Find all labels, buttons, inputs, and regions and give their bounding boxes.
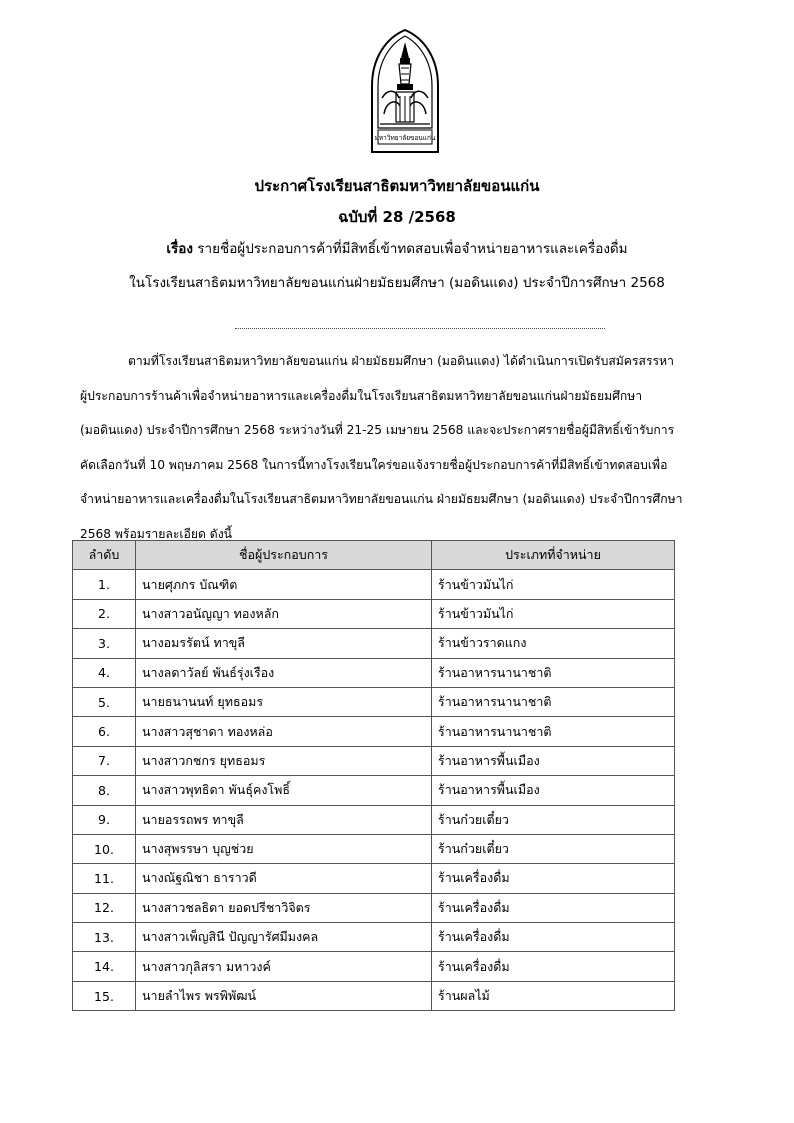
row-number: 9.	[73, 805, 136, 834]
vendor-name: นายธนานนท์ ยุทธอมร	[136, 687, 432, 716]
vendor-name: นางสาวกุลิสรา มหาวงค์	[136, 952, 432, 981]
row-number: 12.	[73, 893, 136, 922]
vendor-name: นางสาวพุทธิดา พันธุ์คงโพธิ์	[136, 776, 432, 805]
paragraph-line: 2568 พร้อมรายละเอียด ดังนี้	[80, 526, 232, 541]
row-number: 1.	[73, 570, 136, 599]
column-header-order: ลำดับ	[73, 541, 136, 570]
column-header-name: ชื่อผู้ประกอบการ	[136, 541, 432, 570]
vendor-type: ร้านเครื่องดื่ม	[432, 952, 675, 981]
vendor-name: นางอมรรัตน์ ทาขุลี	[136, 629, 432, 658]
vendor-name: นางสาวอนัญญา ทองหลัก	[136, 599, 432, 628]
vendor-type: ร้านเครื่องดื่ม	[432, 864, 675, 893]
table-row	[73, 864, 675, 893]
column-header-type: ประเภทที่จำหน่าย	[432, 541, 675, 570]
row-number: 13.	[73, 923, 136, 952]
vendor-type: ร้านก๋วยเตี๋ยว	[432, 805, 675, 834]
table-row	[73, 687, 675, 716]
table-row	[73, 893, 675, 922]
row-number: 15.	[73, 981, 136, 1010]
vendor-name: นางสาวเพ็ญสินี ปัญญารัศมีมงคล	[136, 923, 432, 952]
row-number: 10.	[73, 834, 136, 863]
body-paragraph	[80, 344, 726, 551]
table-row	[73, 746, 675, 775]
row-number: 4.	[73, 658, 136, 687]
vendor-type: ร้านข้าวมันไก่	[432, 570, 675, 599]
vendor-type: ร้านอาหารนานาชาติ	[432, 687, 675, 716]
vendor-name: นางสาวสุชาดา ทองหล่อ	[136, 717, 432, 746]
vendor-type: ร้านอาหารนานาชาติ	[432, 658, 675, 687]
vendor-table	[72, 540, 675, 1011]
row-number: 2.	[73, 599, 136, 628]
vendor-type: ร้านข้าวราดแกง	[432, 629, 675, 658]
row-number: 8.	[73, 776, 136, 805]
vendor-type: ร้านเครื่องดื่ม	[432, 893, 675, 922]
vendor-type: ร้านข้าวมันไก่	[432, 599, 675, 628]
vendor-type: ร้านอาหารพื้นเมือง	[432, 776, 675, 805]
vendor-name: นายอรรถพร ทาขุลี	[136, 805, 432, 834]
table-row	[73, 629, 675, 658]
row-number: 6.	[73, 717, 136, 746]
vendor-name: นางสุพรรษา บุญช่วย	[136, 834, 432, 863]
table-row	[73, 776, 675, 805]
vendor-type: ร้านเครื่องดื่ม	[432, 923, 675, 952]
paragraph-line: จำหน่ายอาหารและเครื่องดื่มในโรงเรียนสาธิตมหาวิทยาลัยขอนแก่น ฝ่ายมัธยมศึกษา (มอดินแดง) ประจำปีการศึกษา	[80, 492, 683, 506]
university-logo	[366, 28, 444, 156]
subject-line-1: รายชื่อผู้ประกอบการค้าที่มีสิทธิ์เข้าทดสอบเพื่อจำหน่ายอาหารและเครื่องดื่ม	[193, 241, 628, 257]
vendor-name: นายศุภกร บัณฑิต	[136, 570, 432, 599]
row-number: 5.	[73, 687, 136, 716]
paragraph-line: ตามที่โรงเรียนสาธิตมหาวิทยาลัยขอนแก่น ฝ่ายมัธยมศึกษา (มอดินแดง) ได้ดำเนินการเปิดรับสมัครสรรหา	[128, 354, 674, 368]
paragraph-line: ผู้ประกอบการร้านค้าเพื่อจำหน่ายอาหารและเครื่องดื่มในโรงเรียนสาธิตมหาวิทยาลัยขอนแก่นฝ่ายมัธยมศึกษา	[80, 388, 643, 403]
paragraph-line: (มอดินแดง) ประจำปีการศึกษา 2568 ระหว่างวันที่ 21-25 เมษายน 2568 และจะประกาศรายชื่อผู้มีสิทธิ์เข้ารับการ	[80, 423, 675, 437]
subject-line-2: ในโรงเรียนสาธิตมหาวิทยาลัยขอนแก่นฝ่ายมัธยมศึกษา (มอดินแดง) ประจำปีการศึกษา 2568	[129, 275, 665, 291]
table-header-row	[73, 541, 675, 570]
vendor-name: นางณัฐณิชา ธาราวดี	[136, 864, 432, 893]
announcement-number: ฉบับที่ 28 /2568	[338, 208, 456, 226]
vendor-type: ร้านก๋วยเตี๋ยว	[432, 834, 675, 863]
table-row	[73, 834, 675, 863]
dotted-divider	[235, 328, 605, 329]
table-row	[73, 952, 675, 981]
vendor-name: นางสาวกชกร ยุทธอมร	[136, 746, 432, 775]
table-row	[73, 570, 675, 599]
vendor-name: นางลดาวัลย์ พันธ์รุ่งเรือง	[136, 658, 432, 687]
row-number: 7.	[73, 746, 136, 775]
table-row	[73, 981, 675, 1010]
announcement-title: ประกาศโรงเรียนสาธิตมหาวิทยาลัยขอนแก่น	[254, 177, 540, 195]
table-row	[73, 923, 675, 952]
subject-label: เรื่อง	[166, 241, 193, 257]
row-number: 3.	[73, 629, 136, 658]
vendor-name: นายลำไพร พรพิพัฒน์	[136, 981, 432, 1010]
table-row	[73, 805, 675, 834]
table-row	[73, 717, 675, 746]
table-row	[73, 599, 675, 628]
paragraph-line: คัดเลือกวันที่ 10 พฤษภาคม 2568 ในการนี้ทางโรงเรียนใคร่ขอแจ้งรายชื่อผู้ประกอบการค้าที่มีสิทธิ์เข้าทดสอบเพื่อ	[80, 457, 668, 472]
announcement-subject	[0, 237, 794, 259]
vendor-type: ร้านอาหารพื้นเมือง	[432, 746, 675, 775]
vendor-name: นางสาวชลธิดา ยอดปรีชาวิจิตร	[136, 893, 432, 922]
row-number: 11.	[73, 864, 136, 893]
table-row	[73, 658, 675, 687]
vendor-type: ร้านอาหารนานาชาติ	[432, 717, 675, 746]
university-seal-icon	[366, 28, 444, 156]
row-number: 14.	[73, 952, 136, 981]
vendor-type: ร้านผลไม้	[432, 981, 675, 1010]
svg-text:มหาวิทยาลัยขอนแก่น: มหาวิทยาลัยขอนแก่น	[374, 134, 436, 142]
